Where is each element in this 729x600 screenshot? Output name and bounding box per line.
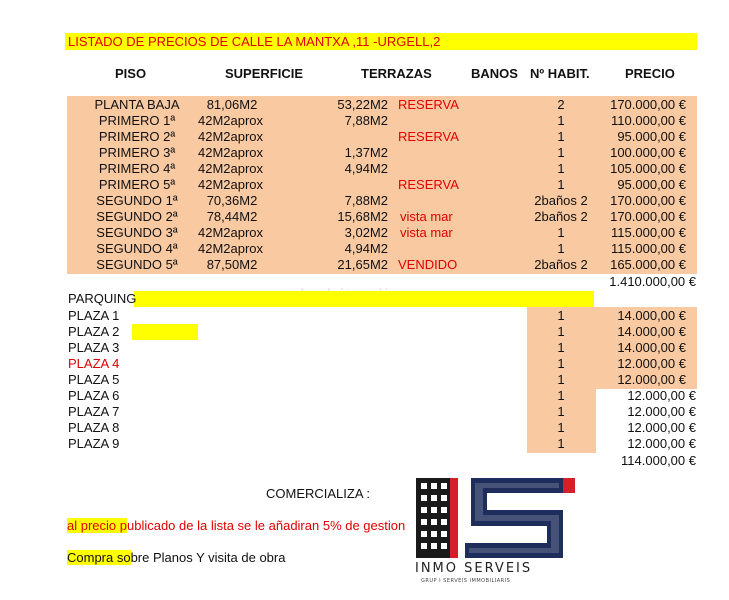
header-banos: BANOS [471, 66, 518, 81]
table-row [0, 388, 729, 404]
unit-habit: 2 [557, 97, 565, 112]
planos-note-highlight: Compra so [67, 550, 131, 565]
unit-precio: 170.000,00 € [610, 97, 686, 112]
unit-habit: 2baños 2 [534, 257, 588, 272]
unit-precio: 95.000,00 € [617, 129, 686, 144]
table-row [0, 257, 729, 273]
plaza-label: PLAZA 7 [68, 404, 120, 419]
unit-piso: PLANTA BAJA [94, 97, 180, 112]
header-piso: PISO [115, 66, 147, 81]
plaza-precio: 12.000,00 € [627, 436, 696, 451]
unit-terraza: 21,65M2 [337, 257, 388, 272]
unit-superficie: 81,06M2 [206, 97, 258, 112]
gestion-note-text: ublicado de la lista se le añadiran 5% de gestion [126, 518, 406, 533]
plaza-cantidad: 1 [557, 420, 565, 435]
table-row [0, 308, 729, 324]
unit-terraza: 4,94M2 [344, 241, 388, 256]
logo-name: INMO SERVEIS [415, 561, 533, 576]
parquing-label: PARQUING [68, 291, 137, 306]
plaza-label: PLAZA 5 [68, 372, 120, 387]
plaza-cantidad: 1 [557, 372, 565, 387]
plaza-precio: 14.000,00 € [617, 308, 686, 323]
plaza-cantidad: 1 [557, 404, 565, 419]
unit-terraza: 15,68M2 [337, 209, 388, 224]
unit-habit: 1 [557, 241, 565, 256]
unit-terraza: 3,02M2 [344, 225, 388, 240]
table-row [0, 356, 729, 372]
plaza-precio: 12.000,00 € [627, 388, 696, 403]
unit-precio: 170.000,00 € [610, 193, 686, 208]
plaza-precio: 14.000,00 € [617, 324, 686, 339]
unit-piso: SEGUNDO 5ª [96, 257, 178, 272]
planos-note-text: bre Planos Y visita de obra [130, 550, 286, 565]
plaza-label: PLAZA 2 [68, 324, 120, 339]
unit-superficie: 42M2aprox [198, 241, 264, 256]
plaza-precio: 14.000,00 € [617, 340, 686, 355]
unit-superficie: 42M2aprox [198, 129, 264, 144]
plaza-cantidad: 1 [557, 340, 565, 355]
unit-status: RESERVA [398, 177, 459, 192]
plaza-label: PLAZA 9 [68, 436, 120, 451]
unit-terraza: 4,94M2 [344, 161, 388, 176]
plaza-precio: 12.000,00 € [617, 356, 686, 371]
table-row [0, 193, 729, 209]
table-row [0, 129, 729, 145]
unit-precio: 95.000,00 € [617, 177, 686, 192]
unit-piso: SEGUNDO 4ª [96, 241, 178, 256]
unit-habit: 2baños 2 [534, 209, 588, 224]
plaza-cantidad: 1 [557, 388, 565, 403]
unit-superficie: 78,44M2 [206, 209, 258, 224]
unit-precio: 115.000,00 € [611, 225, 686, 240]
unit-habit: 1 [557, 161, 565, 176]
unit-piso: SEGUNDO 1ª [96, 193, 178, 208]
table-row [0, 324, 729, 340]
unit-status: RESERVA [398, 129, 459, 144]
unit-precio: 115.000,00 € [611, 241, 686, 256]
unit-habit: 1 [557, 177, 565, 192]
header-habit: Nº HABIT. [530, 66, 590, 81]
plaza-label: PLAZA 4 [68, 356, 120, 371]
table-row [0, 145, 729, 161]
unit-superficie: 42M2aprox [198, 161, 264, 176]
gestion-note [67, 518, 405, 534]
unit-superficie: 42M2aprox [198, 177, 264, 192]
unit-piso: PRIMERO 1ª [98, 113, 176, 128]
header-superficie: SUPERFICIE [225, 66, 304, 81]
unit-habit: 1 [557, 145, 565, 160]
unit-superficie: 42M2aprox [198, 225, 264, 240]
unit-piso: PRIMERO 3ª [98, 145, 176, 160]
plaza-label: PLAZA 6 [68, 388, 120, 403]
logo-mark-icon [413, 475, 583, 563]
header-precio: PRECIO [625, 66, 675, 81]
plaza-cantidad: 1 [557, 308, 565, 323]
unit-terraza: 7,88M2 [344, 113, 388, 128]
unit-status: vista mar [400, 209, 453, 224]
unit-terraza: 53,22M2 [337, 97, 388, 112]
comercializa-label: COMERCIALIZA : [266, 486, 371, 501]
unit-piso: PRIMERO 5ª [98, 177, 176, 192]
planos-note [67, 550, 285, 566]
plaza-precio: 12.000,00 € [617, 372, 686, 387]
unit-piso: SEGUNDO 3ª [96, 225, 178, 240]
table-row [0, 436, 729, 452]
plaza-cantidad: 1 [557, 356, 565, 371]
plaza-label: PLAZA 8 [68, 420, 120, 435]
unit-superficie: 70,36M2 [206, 193, 258, 208]
unit-terraza: 7,88M2 [344, 193, 388, 208]
inmo-serveis-logo [413, 475, 583, 585]
table-row [0, 113, 729, 129]
unit-precio: 165.000,00 € [610, 257, 686, 272]
table-row [0, 97, 729, 113]
unit-precio: 100.000,00 € [610, 145, 686, 160]
unit-precio: 110.000,00 € [611, 113, 686, 128]
plaza-label: PLAZA 1 [68, 308, 120, 323]
table-row [0, 340, 729, 356]
unit-habit: 2baños 2 [534, 193, 588, 208]
unit-terraza: 1,37M2 [344, 145, 388, 160]
table-row [0, 177, 729, 193]
parking-total: 114.000,00 € [621, 453, 696, 468]
table-row [0, 209, 729, 225]
table-row [0, 241, 729, 257]
unit-piso: SEGUNDO 2ª [96, 209, 178, 224]
unit-piso: PRIMERO 4ª [98, 161, 176, 176]
plaza-precio: 12.000,00 € [627, 420, 696, 435]
unit-status: VENDIDO [398, 257, 458, 272]
table-row [0, 161, 729, 177]
plaza-cantidad: 1 [557, 324, 565, 339]
unit-habit: 1 [557, 129, 565, 144]
price-list-title: LISTADO DE PRECIOS DE CALLE LA MANTXA ,11 -URGELL,2 [65, 33, 697, 50]
table-row [0, 225, 729, 241]
unit-superficie: 42M2aprox [198, 145, 264, 160]
table-row [0, 404, 729, 420]
header-terrazas: TERRAZAS [361, 66, 432, 81]
plaza-label: PLAZA 3 [68, 340, 120, 355]
unit-piso: PRIMERO 2ª [98, 129, 176, 144]
units-total: 1.410.000,00 € [609, 274, 696, 289]
plaza-cantidad: 1 [557, 436, 565, 451]
unit-habit: 1 [557, 225, 565, 240]
unit-superficie: 87,50M2 [206, 257, 258, 272]
unit-habit: 1 [557, 113, 565, 128]
plaza-precio: 12.000,00 € [627, 404, 696, 419]
unit-status: RESERVA [398, 97, 459, 112]
unit-superficie: 42M2aprox [198, 113, 264, 128]
parquing-highlight [134, 291, 594, 307]
table-row [0, 420, 729, 436]
unit-status: vista mar [400, 225, 453, 240]
logo-tagline: GRUP I SERVEIS IMMOBILIARIS [421, 578, 511, 584]
table-row [0, 372, 729, 388]
unit-precio: 170.000,00 € [610, 209, 686, 224]
gestion-note-highlight: al precio p [67, 518, 127, 533]
unit-precio: 105.000,00 € [610, 161, 686, 176]
